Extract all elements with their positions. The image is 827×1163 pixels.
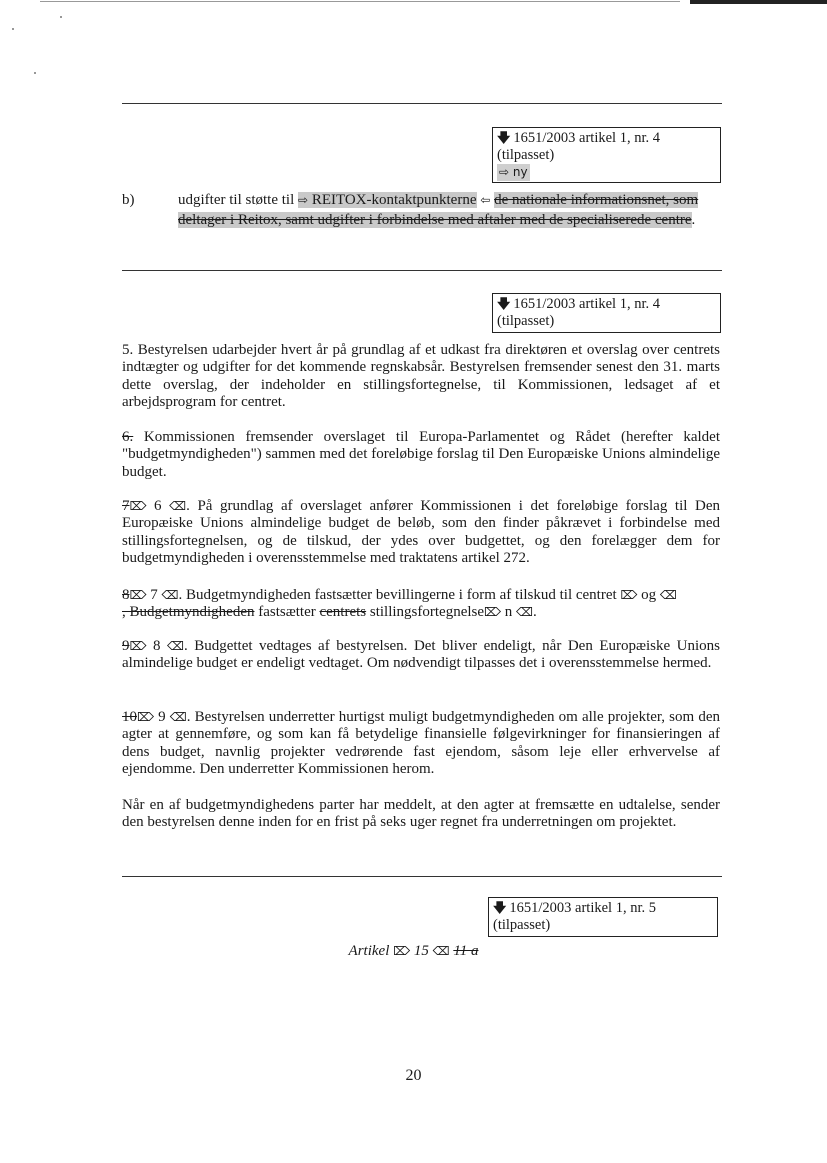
- paragraph-5: 5. Bestyrelsen udarbejder hvert år på grundlag af et udkast fra direktøren et overslag over centrets indtægter og udgifter for det kommende regnskabsår. Bestyrelsen fremsender senest den 31. marts dette overslag, der indeholder en stillingsfortegnelse, til Kommissionen, ledsaget af et arbejdsprogram for centret.: [122, 342, 720, 411]
- down-arrow-icon: 🡇: [493, 901, 507, 916]
- insert-end-icon: ⌫: [169, 710, 187, 724]
- insert-start-icon: ⌦: [620, 588, 638, 602]
- insert-end-icon: ⌫: [659, 588, 677, 602]
- item-b-text-start: udgifter til støtte til: [178, 192, 295, 208]
- left-arrow-icon: ⇦: [480, 193, 491, 207]
- item-b-end: .: [691, 212, 696, 228]
- article-prefix: Artikel: [348, 943, 390, 959]
- new-number: 7: [146, 587, 162, 603]
- article-new-number: 15: [410, 943, 433, 959]
- reference-citation: 1651/2003 artikel 1, nr. 4: [513, 130, 660, 146]
- insert-end-icon: ⌫: [167, 639, 184, 653]
- paragraph-9-text: . Budgettet vedtages af bestyrelsen. Det bliver endeligt, når Den Europæiske Unions almindelige budget er endeligt vedtaget. Om nødvendigt tilpasses det i overensstemmelse hermed.: [122, 638, 721, 672]
- new-marker-label: ny: [512, 165, 528, 179]
- paragraph-8-text: stillingsfortegnelse: [366, 604, 485, 621]
- scan-top-bar: [690, 0, 827, 4]
- page-number: 20: [405, 1067, 422, 1084]
- deleted-number: 9: [122, 638, 130, 654]
- right-arrow-icon: ⇨: [298, 193, 309, 207]
- insert-start-icon: ⌦: [129, 588, 147, 602]
- deleted-number: 10: [122, 709, 137, 725]
- new-number: 6: [146, 498, 170, 514]
- section-divider: [122, 103, 722, 104]
- down-arrow-icon: 🡇: [497, 297, 511, 312]
- reference-status: (tilpasset): [497, 147, 555, 163]
- paragraph-10-text: . Bestyrelsen underretter hurtigst muligt budgetmyndigheden om alle projekter, som den agter at gennemføre, og som kan få betydelige finansielle følgevirkninger for finansieringen af dens budget, navnlig projekter vedrørende fast ejendom, såsom leje eller erhvervelse af ejendomme. Den underretter Kommissionen herom.: [122, 709, 720, 778]
- paragraph-10: [122, 709, 720, 779]
- insert-start-icon: ⌦: [129, 639, 147, 653]
- new-number: 8: [146, 638, 167, 654]
- paragraph-9: [122, 638, 720, 673]
- insert-end-icon: ⌫: [161, 588, 179, 602]
- paragraph-8: [122, 587, 720, 622]
- deleted-text: centrets: [319, 604, 367, 621]
- insert-end-icon: ⌫: [516, 605, 533, 620]
- new-marker: [497, 164, 530, 181]
- scan-speck: [60, 16, 62, 18]
- paragraph-6-text: Kommissionen fremsender overslaget til Europa-Parlamentet og Rådet (herefter kaldet "budgetmyndigheden") sammen med det foreløbige forslag til Den Europæiske Unions almindelige budget.: [122, 429, 720, 480]
- insert-start-icon: ⌦: [129, 499, 147, 513]
- paragraph-6: [122, 429, 720, 481]
- inserted-text-highlight: [298, 192, 477, 208]
- amendment-reference-box: [492, 293, 721, 333]
- deleted-number: 8: [122, 587, 130, 603]
- reference-status: (tilpasset): [497, 313, 555, 329]
- insert-end-icon: ⌫: [169, 499, 187, 513]
- item-b-text: [178, 190, 723, 230]
- paragraph-8-text: . Budgetmyndigheden fastsætter bevillingerne i form af tilskud til centret: [178, 587, 621, 603]
- deleted-number: 6.: [122, 429, 134, 445]
- article-old-number: 11 a: [453, 943, 479, 959]
- section-divider: [122, 876, 722, 877]
- down-arrow-icon: 🡇: [497, 131, 511, 146]
- inserted-text: n: [501, 604, 516, 621]
- section-divider: [122, 270, 722, 271]
- scan-speck: [12, 28, 14, 30]
- paragraph-8-end: .: [532, 604, 537, 621]
- insert-start-icon: ⌦: [393, 944, 411, 958]
- reference-citation: 1651/2003 artikel 1, nr. 4: [513, 296, 660, 312]
- paragraph-7-text: . På grundlag af overslaget anfører Kommissionen i det foreløbige forslag til Den Europæiske Unions almindelige budget de beløb, som den finder påkrævet i forbindelse med stillingsfortegnelsen, og de tilskud, der ydes over budgettet, og den forelægger dem for budgetmyndigheden i overensstemmelse med traktatens artikel 272.: [122, 498, 721, 567]
- scan-speck: [34, 72, 36, 74]
- paragraph-7: [122, 498, 720, 568]
- paragraph-8-text: og: [637, 587, 660, 603]
- article-heading: [0, 943, 827, 960]
- insert-end-icon: ⌫: [432, 944, 450, 958]
- reference-status: (tilpasset): [493, 917, 551, 933]
- scan-top-edge: [0, 0, 827, 6]
- paragraph-8-text: fastsætter: [254, 604, 320, 621]
- inserted-text: REITOX-kontaktpunkterne: [311, 192, 477, 208]
- right-arrow-icon: ⇨: [499, 165, 510, 179]
- new-number: 9: [153, 709, 170, 725]
- insert-start-icon: ⌦: [484, 605, 501, 620]
- reference-citation: 1651/2003 artikel 1, nr. 5: [509, 900, 656, 916]
- amendment-reference-box: [488, 897, 718, 937]
- deleted-number: 7: [122, 498, 130, 514]
- paragraph-11: Når en af budgetmyndighedens parter har meddelt, at den agter at fremsætte en udtalelse, sender den bestyrelsen denne inden for en frist på seks uger regnet fra underretningen om projektet.: [122, 797, 720, 831]
- item-label: b): [122, 192, 135, 208]
- deleted-text: de nationale informationsnet, som deltager i Reitox, samt udgifter i forbindelse med aftaler med de specialiserede centre: [178, 192, 699, 228]
- insert-start-icon: ⌦: [137, 710, 154, 724]
- deleted-text: , Budgetmyndigheden: [122, 604, 255, 621]
- amendment-reference-box: [492, 127, 721, 183]
- scan-top-line: [40, 1, 680, 2]
